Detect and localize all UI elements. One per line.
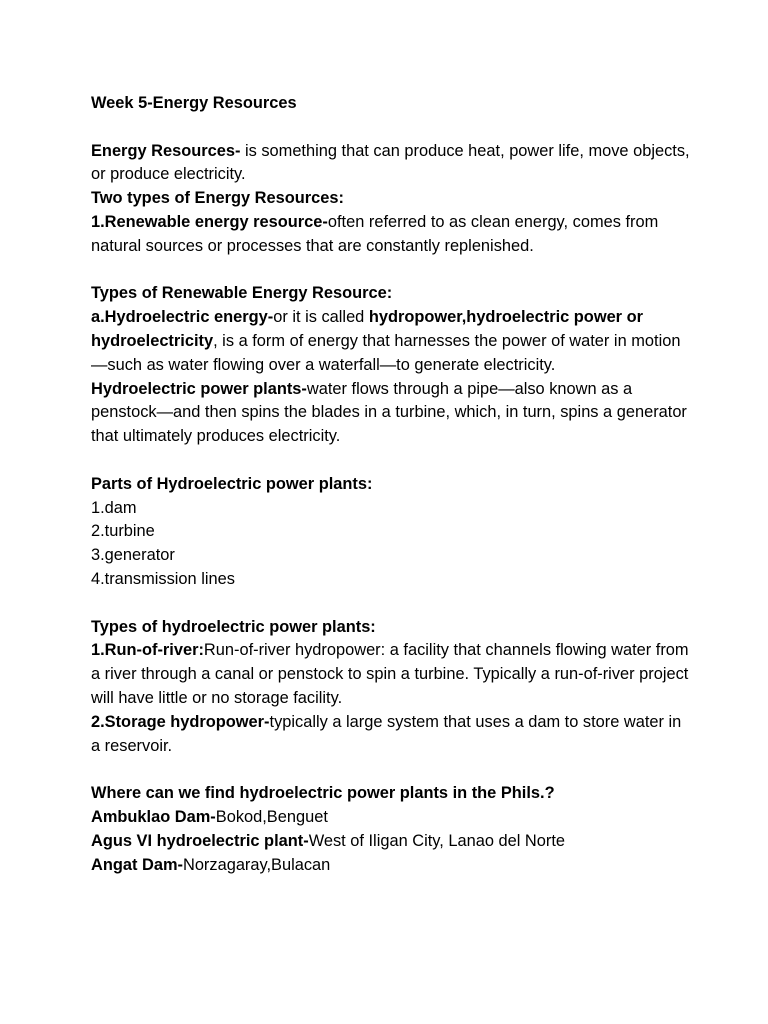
storage-paragraph	[91, 711, 691, 759]
run-of-river-term: 1.Run-of-river:	[91, 641, 204, 660]
spacer	[91, 449, 691, 473]
hydro-term: a.Hydroelectric energy-	[91, 308, 274, 327]
location-place: Norzagaray,Bulacan	[182, 855, 331, 874]
document-title: Week 5-Energy Resources	[91, 94, 297, 112]
plants-term: Hydroelectric power plants-	[91, 379, 307, 398]
spacer	[91, 116, 691, 140]
location-item	[91, 806, 691, 830]
spacer	[91, 758, 691, 782]
location-place: Bokod,Benguet	[215, 807, 328, 826]
location-item	[91, 854, 691, 878]
intro-text: is something that can produce heat, power life, move objects, or produce electricity.	[91, 141, 690, 184]
storage-term: 2.Storage hydropower-	[91, 712, 270, 731]
plants-text: water flows through a pipe—also known as a penstock—and then spins the blades in a turbine, which, in turn, spins a generator that ultimately produces electricity.	[91, 379, 687, 446]
list-item: 4.transmission lines	[91, 569, 235, 588]
list-item: 1.dam	[91, 498, 137, 517]
hydro-paragraph	[91, 306, 691, 377]
list-item: 2.turbine	[91, 522, 155, 541]
location-name: Ambuklao Dam-	[91, 807, 216, 826]
hydro-text-1: or it is called	[273, 308, 369, 327]
renewable-text: often referred to as clean energy, comes from natural sources or processes that are constantly replenished.	[91, 212, 659, 255]
plant-types-heading: Types of hydroelectric power plants:	[91, 617, 376, 636]
location-place: West of Iligan City, Lanao del Norte	[308, 831, 565, 850]
spacer	[91, 592, 691, 616]
list-item: 3.generator	[91, 546, 175, 565]
run-of-river-paragraph	[91, 639, 691, 710]
intro-term: Energy Resources-	[91, 141, 241, 160]
hydro-text-2: , is a form of energy that harnesses the power of water in motion—such as water flowing over a waterfall—to generate electricity.	[91, 331, 681, 374]
storage-text: typically a large system that uses a dam to store water in a reservoir.	[91, 712, 682, 755]
parts-heading: Parts of Hydroelectric power plants:	[91, 474, 373, 493]
locations-heading: Where can we find hydroelectric power plants in the Phils.?	[91, 784, 555, 803]
run-of-river-text: Run-of-river hydropower: a facility that channels flowing water from a river through a canal or penstock to spin a turbine. Typically a run-of-river project will have little or no storage facility.	[91, 641, 689, 707]
location-item	[91, 830, 691, 854]
plants-paragraph	[91, 378, 691, 449]
two-types-heading: Two types of Energy Resources:	[91, 189, 344, 208]
hydro-term-2: hydropower,hydroelectric power or hydroelectricity	[91, 308, 644, 350]
renewable-types-heading: Types of Renewable Energy Resource:	[91, 284, 393, 303]
spacer	[91, 259, 691, 283]
location-name: Agus VI hydroelectric plant-	[91, 831, 309, 850]
renewable-paragraph	[91, 211, 691, 259]
renewable-term: 1.Renewable energy resource-	[91, 212, 328, 231]
intro-paragraph	[91, 140, 691, 188]
document-page	[91, 92, 691, 877]
location-name: Angat Dam-	[91, 855, 183, 874]
